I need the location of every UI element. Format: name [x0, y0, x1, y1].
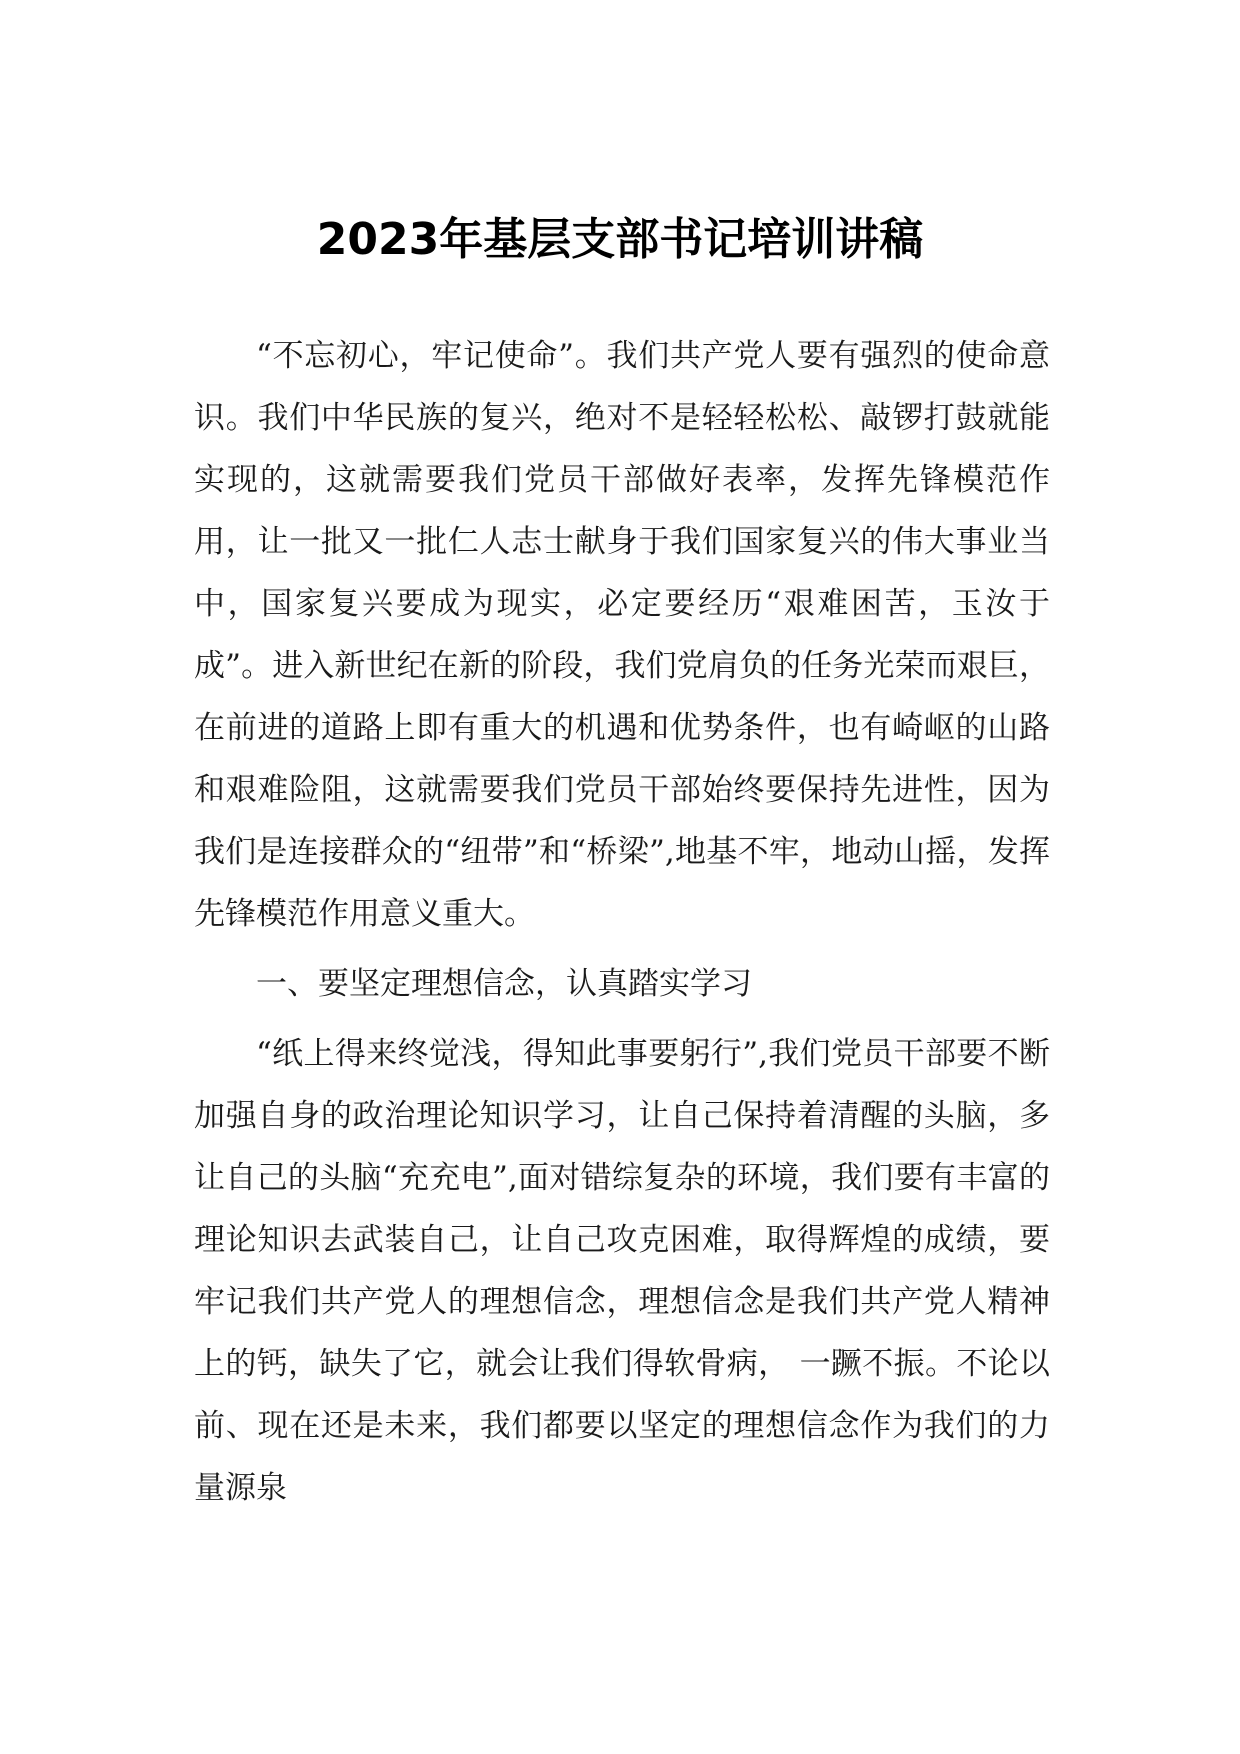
section-heading-1: 一、要坚定理想信念，认真踏实学习 — [256, 966, 752, 1002]
document-title: 2023年基层支部书记培训讲稿 — [316, 214, 924, 265]
paragraph-intro: “不忘初心，牢记使命”。我们共产党人要有强烈的使命意识。我们中华民族的复兴，绝对不是轻轻松松、敲锣打鼓就能实现的，这就需要我们党员干部做好表率，发挥先锋模范作用，让一批又一批仁人志士献身于我们国家复兴的伟大事业当中，国家复兴要成为现实，必定要经历“艰难困苦，玉汝于成”。进入新世纪在新的阶段，我们党肩负的任务光荣而艰巨，在前进的道路上即有重大的机遇和优势条件，也有崎岖的山路和艰难险阻，这就需要我们党员干部始终要保持先进性，因为我们是连接群众的“纽带”和“桥梁”,地基不牢，地动山摇，发挥先锋模范作用意义重大。 — [194, 338, 1050, 932]
paragraph-section-1: “纸上得来终觉浅，得知此事要躬行”,我们党员干部要不断加强自身的政治理论知识学习，让自己保持着清醒的头脑，多让自己的头脑“充充电”,面对错综复杂的环境，我们要有丰富的理论知识去武装自己，让自己攻克困难，取得辉煌的成绩，要牢记我们共产党人的理想信念，理想信念是我们共产党人精神上的钙，缺失了它，就会让我们得软骨病， 一蹶不振。不论以前、现在还是未来，我们都要以坚定的理想信念作为我们的力量源泉 — [194, 1036, 1050, 1506]
document-body — [194, 325, 1050, 1527]
